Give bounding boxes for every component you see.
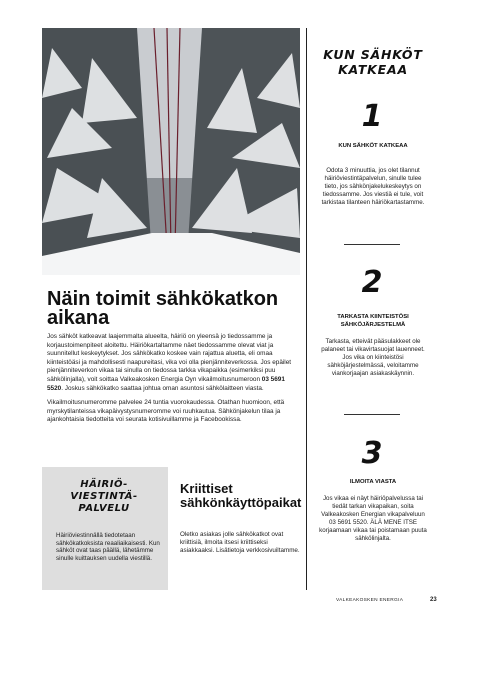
column-divider-line	[306, 28, 307, 590]
footer-company-name: VALKEAKOSKEN ENERGIA	[336, 598, 404, 603]
article-paragraph-2: Vikailmoitusnumeromme palvelee 24 tuntia vuorokaudessa. Otathan huomioon, että myrskytilanteissa vikapäivystysnumeromme voi ruuhkautua. Sähkönjakelun tilaa ja ajankohtaisia tiedotteita voi seurata kotisivuillamme ja Facebookissa.	[47, 399, 285, 424]
step-2-number: 2	[361, 265, 383, 300]
info-box-text: Häiriöviestinnällä tiedotetaan sähkökatkoksista reaaliaikaisesti. Kun sähköt ovat taas päällä, lähetämme sinulle kuittauksen uudella viestillä.	[56, 532, 160, 562]
step-1-title: KUN SÄHKÖT KATKEAA	[338, 143, 408, 149]
critical-title: Kriittiset sähkönkäyttöpaikat	[180, 481, 302, 510]
paragraph-1-end: . Joskus sähkökatko saattaa johtua oman asuntosi sähkölaitteen viasta.	[61, 384, 264, 392]
step-1-number: 1	[361, 99, 383, 134]
step-2-text: Tarkasta, etteivät pääsulakkeet ole palaneet tai vikavirtasuojat lauenneet. Jos vika on kiinteistösi sähköjärjestelmässä, veloitamme viankorjaajan asiakaskäynnin.	[321, 338, 425, 377]
critical-text: Oletko asiakas jolle sähkökatkot ovat kriittisiä, ilmoita itsesi kriittiseksi asiakkaaksi. Lisätietoja verkkosivuiltamme.	[180, 531, 300, 554]
step-2-title: TARKASTA KIINTEISTÖSI SÄHKÖJÄRJESTELMÄ	[337, 314, 409, 328]
info-box-title: HÄIRIÖ-VIESTINTÄ-PALVELU	[70, 479, 138, 514]
step-divider-2	[344, 414, 400, 415]
article-body	[47, 333, 297, 431]
step-divider-1	[344, 244, 400, 245]
phone-number: 03 5691 5520	[47, 375, 285, 392]
paragraph-1-text: Jos sähköt katkeavat laajemmalta alueelta, häiriö on yleensä jo tiedossamme ja korjaustoimenpiteet aloitettu. Häiriökartaltamme näet tiedossamme olevat viat ja suunnitellut keskeytykset. Jos sähkökatko koskee vain rajattua aluetta, eli omaa kiinteistöäsi ja mahdollisesti naapureitasi, vika voi olla pienjänniteverkossa. Jos epäilet pienjänniteverkon vikaa tai sinulla on tiedossa tarkka vikapaikka (esimerkiksi puu sähkölinjalla), voit soittaa Valkeakosken Energia Oyn vikailmoitusnumeroon	[47, 333, 292, 383]
article-headline: Näin toimit sähkökatkon aikana	[47, 288, 279, 329]
sidebar-title: KUN SÄHKÖT KATKEAA	[323, 47, 423, 77]
snowy-forest-photo	[42, 28, 300, 275]
step-3-text: Jos vikaa ei näyt häiriöpalvelussa tai tiedät tarkan vikapaikan, soita Valkeakosken Energian vikapalveluun 03 5691 5520. ÄLÄ MENE ITSE korjaamaan vikaa tai poistamaan puuta sähkölinjalta.	[319, 495, 427, 542]
footer-page-number: 23	[430, 597, 437, 603]
step-3-number: 3	[361, 436, 383, 471]
article-paragraph-1	[47, 333, 297, 393]
step-1-text: Odota 3 minuuttia, jos olet tilannut häiriöviestintäpalvelun, sinulle tulee tieto, jos sähkönjakelukeskeytys on tiedossamme. Jos viestiä ei tule, voit tarkistaa tilanteen häiriökartastamme.	[321, 167, 425, 206]
step-3-title: ILMOITA VIASTA	[349, 479, 397, 485]
